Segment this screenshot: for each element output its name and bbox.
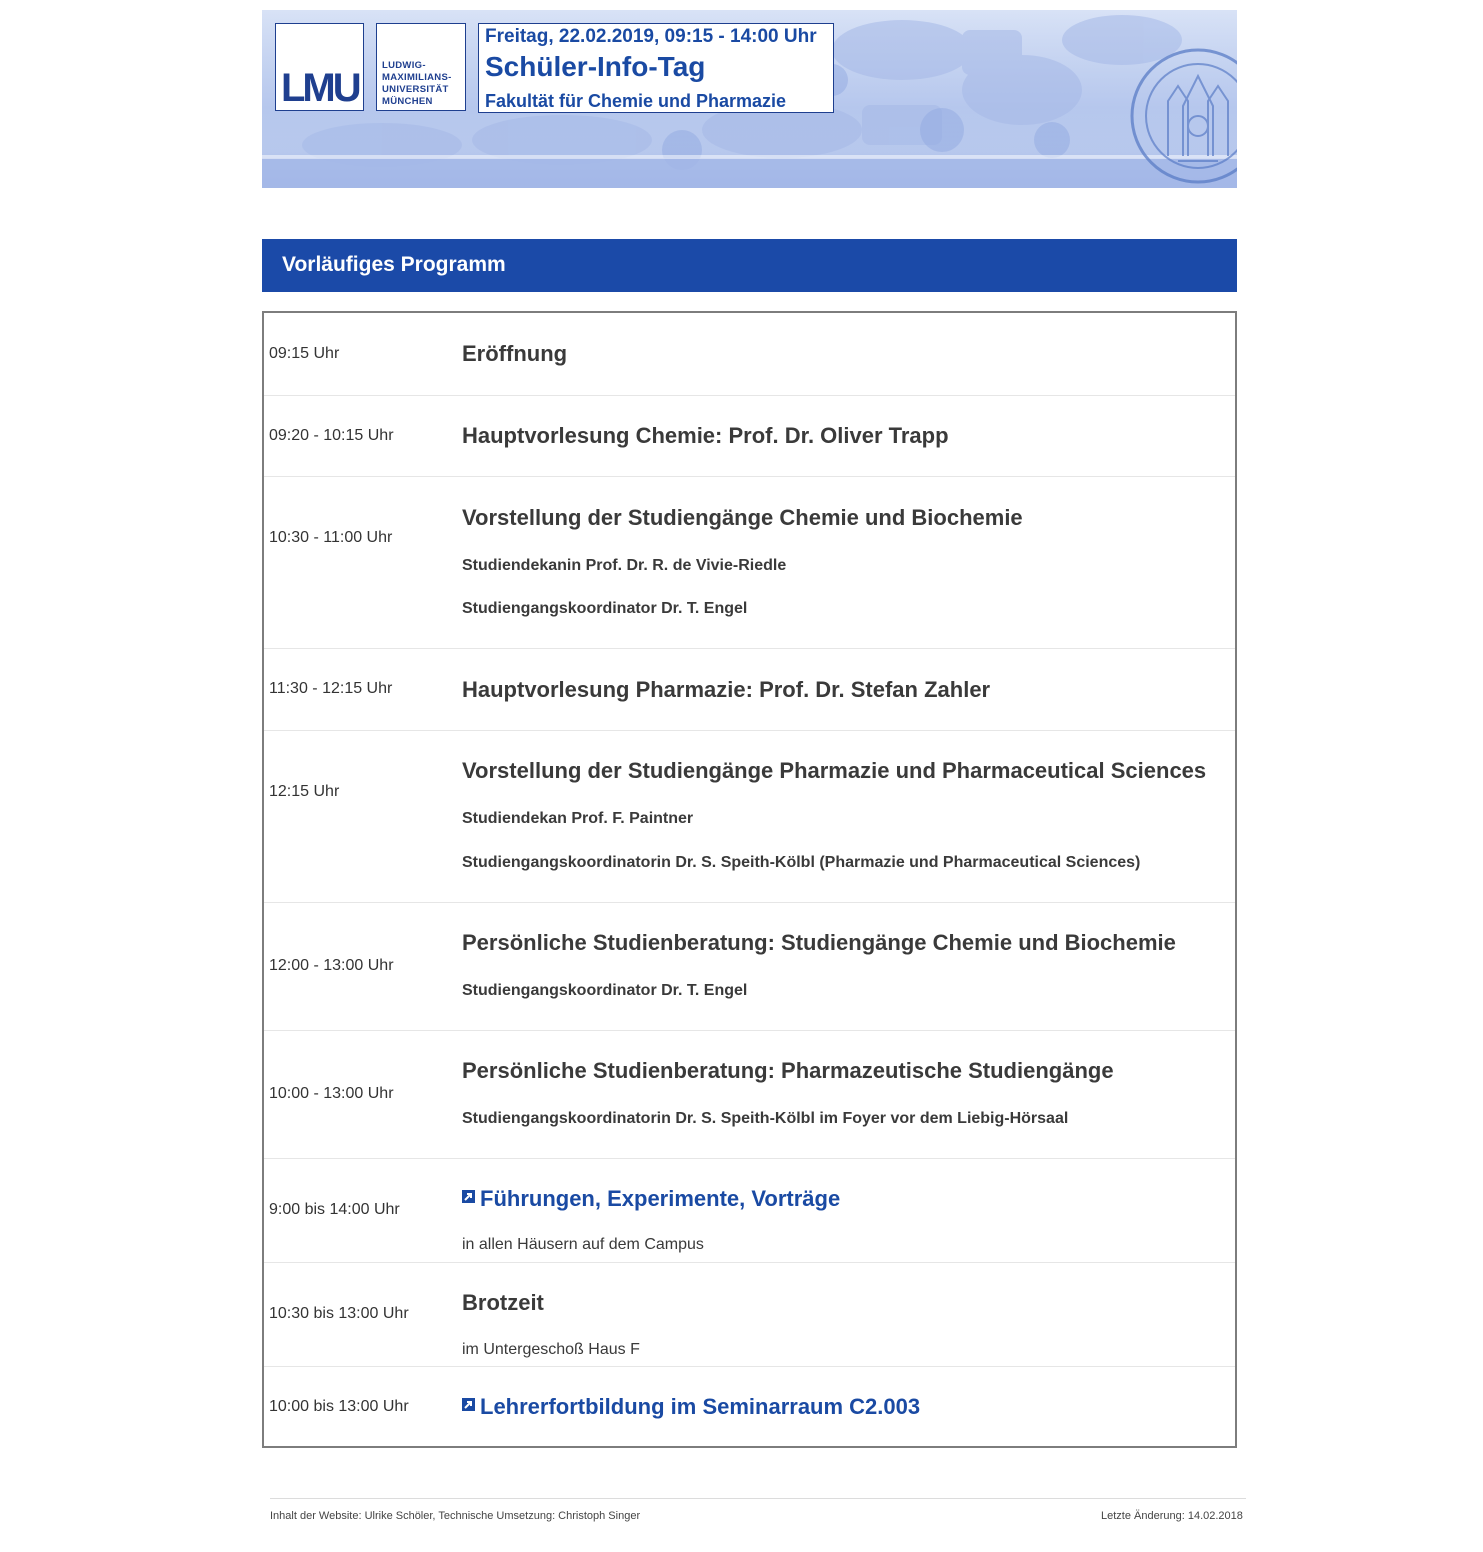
schedule-row — [264, 313, 1235, 396]
university-name-line: MÜNCHEN — [382, 96, 433, 107]
schedule-title: Persönliche Studienberatung: Pharmazeutische Studiengänge — [462, 1058, 1114, 1083]
link-lehrerfortbildung[interactable] — [462, 1394, 920, 1420]
event-date: Freitag, 22.02.2019, 09:15 - 14:00 Uhr — [485, 26, 817, 47]
university-name-line: LUDWIG- — [382, 60, 426, 71]
section-title: Vorläufiges Programm — [282, 253, 506, 276]
schedule-time: 10:30 - 11:00 Uhr — [269, 529, 393, 546]
event-title: Schüler-Info-Tag — [485, 51, 706, 82]
university-name-line: MAXIMILIANS- — [382, 72, 452, 83]
link-label: Führungen, Experimente, Vorträge — [480, 1186, 841, 1211]
footer-credits: Inhalt der Website: Ulrike Schöler, Technische Umsetzung: Christoph Singer — [270, 1510, 641, 1522]
header-banner — [262, 10, 1237, 188]
lmu-logo-text: LMU — [281, 66, 359, 110]
event-info-box — [478, 23, 834, 113]
event-faculty: Fakultät für Chemie und Pharmazie — [485, 91, 787, 111]
schedule-time: 09:20 - 10:15 Uhr — [269, 427, 394, 444]
schedule-title: Persönliche Studienberatung: Studiengänge Chemie und Biochemie — [462, 930, 1176, 955]
schedule-subtitle: Studiengangskoordinator Dr. T. Engel — [462, 982, 748, 999]
schedule-subtitle: Studiendekan Prof. F. Paintner — [462, 810, 694, 827]
schedule-title: Vorstellung der Studiengänge Chemie und Biochemie — [462, 505, 1023, 530]
footer-last-modified: Letzte Änderung: 14.02.2018 — [1101, 1510, 1243, 1522]
schedule-row — [264, 903, 1235, 1031]
schedule-time: 9:00 bis 14:00 Uhr — [269, 1201, 400, 1218]
schedule-title: Brotzeit — [462, 1290, 544, 1315]
schedule-title: Eröffnung — [462, 341, 568, 366]
schedule-time: 10:30 bis 13:00 Uhr — [269, 1305, 409, 1322]
schedule-time: 12:15 Uhr — [269, 783, 340, 800]
schedule-row — [264, 731, 1235, 903]
schedule-subtitle: Studiendekanin Prof. Dr. R. de Vivie-Riedle — [462, 557, 787, 574]
university-name-logo[interactable] — [376, 23, 466, 111]
schedule-time: 09:15 Uhr — [269, 345, 340, 362]
schedule-row — [264, 1263, 1235, 1367]
schedule-subtitle: Studiengangskoordinatorin Dr. S. Speith-Kölbl (Pharmazie und Pharmaceutical Sciences) — [462, 854, 1141, 871]
link-label: Lehrerfortbildung im Seminarraum C2.003 — [480, 1394, 921, 1419]
footer-divider — [270, 1498, 1246, 1499]
schedule-time: 10:00 - 13:00 Uhr — [269, 1085, 394, 1102]
section-banner — [262, 239, 1237, 292]
schedule-table — [262, 311, 1237, 1448]
schedule-title: Vorstellung der Studiengänge Pharmazie und Pharmaceutical Sciences — [462, 758, 1207, 783]
schedule-row — [264, 1159, 1235, 1263]
schedule-time: 11:30 - 12:15 Uhr — [269, 680, 393, 697]
schedule-row — [264, 477, 1235, 649]
schedule-title: Hauptvorlesung Chemie: Prof. Dr. Oliver Trapp — [462, 423, 949, 448]
university-seal-icon — [1128, 46, 1237, 188]
external-link-icon — [462, 1398, 475, 1411]
schedule-time: 12:00 - 13:00 Uhr — [269, 957, 394, 974]
schedule-row — [264, 396, 1235, 477]
schedule-subtitle: in allen Häusern auf dem Campus — [462, 1236, 704, 1253]
schedule-subtitle: im Untergeschoß Haus F — [462, 1341, 640, 1358]
schedule-row — [264, 649, 1235, 731]
link-fuehrungen[interactable] — [462, 1186, 840, 1212]
schedule-time: 10:00 bis 13:00 Uhr — [269, 1398, 409, 1415]
external-link-icon — [462, 1190, 475, 1203]
university-name-line: UNIVERSITÄT — [382, 84, 449, 95]
lmu-logo[interactable] — [275, 23, 364, 111]
schedule-subtitle: Studiengangskoordinatorin Dr. S. Speith-Kölbl im Foyer vor dem Liebig-Hörsaal — [462, 1110, 1069, 1127]
schedule-row — [264, 1367, 1235, 1446]
schedule-subtitle: Studiengangskoordinator Dr. T. Engel — [462, 600, 748, 617]
schedule-row — [264, 1031, 1235, 1159]
schedule-title: Hauptvorlesung Pharmazie: Prof. Dr. Stefan Zahler — [462, 677, 991, 702]
